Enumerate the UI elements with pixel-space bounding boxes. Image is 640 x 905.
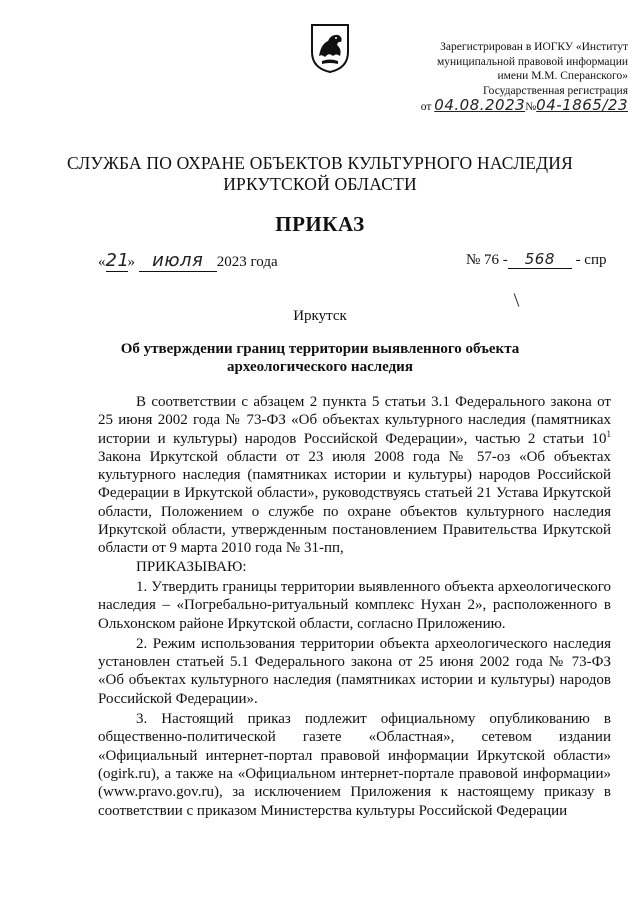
preamble-paragraph: [98, 393, 611, 558]
order-number-value: 568: [508, 250, 572, 269]
document-title: ПРИКАЗ: [275, 212, 365, 236]
order-subject: [0, 340, 640, 376]
reg-date-value: 04.08.2023: [434, 96, 526, 114]
item-1: 1. Утвердить границы территории выявленного объекта археологического наследия – «Погребально-ритуальный комплекс Нухан 2», расположенного в Ольхонском районе Иркутской области, согласно Приложению.: [98, 578, 611, 632]
subject-line-1: Об утверждении границ территории выявленного объекта: [120, 341, 520, 357]
preamble-superscript: 1: [606, 428, 611, 439]
order-word: ПРИКАЗЫВАЮ:: [136, 558, 247, 575]
registration-line: муниципальной правовой информации: [436, 55, 628, 68]
registration-stamp: [368, 40, 628, 115]
reg-date-prefix: от: [420, 101, 432, 113]
subject-line-2: археологического наследия: [227, 359, 413, 375]
order-month: июля: [139, 250, 217, 272]
order-number: [466, 250, 607, 269]
preamble-text-a: В соответствии с абзацем 2 пункта 5 статьи 3.1 Федерального закона от 25 июня 2002 года № 73-ФЗ «Об объектах культурного наследия (памятниках истории и культуры) народов Российской Федерации», частью 2 статьи 10: [98, 394, 611, 447]
order-number-prefix: № 76 -: [466, 252, 508, 268]
registration-line: Зарегистрирован в ИОГКУ «Институт: [440, 41, 628, 53]
order-date: [98, 250, 278, 272]
reg-num-prefix: №: [525, 101, 537, 113]
pen-mark: [514, 293, 520, 306]
order-day: 21: [105, 250, 130, 271]
document-body: [98, 393, 611, 820]
city: Иркутск: [293, 308, 347, 324]
order-year: 2023 года: [216, 254, 278, 270]
irkutsk-crest-icon: [309, 22, 351, 74]
preamble-text-b: Закона Иркутской области от 23 июля 2008 года № 57-оз «Об объектах культурного наследия (памятниках истории и культуры) народов Российской Федерации в Иркутской области», руководствуясь статьей 21 Устава Иркутской области, Положением о службе по охране объектов культурного наследия Иркутской области, утвержденным постановлением Правительства Иркутской области от 9 марта 2010 года № 31-пп,: [98, 448, 611, 557]
item-3: 3. Настоящий приказ подлежит официальному опубликованию в общественно-политической газете «Областная», сетевом издании «Официальный интернет-портал правовой информации Иркутской области» (ogirk.ru), а также на «Официальном интернет-портале правовой информации» (www.pravo.gov.ru), за исключением Приложения к настоящему приказу в соответствии с приказом Министерства культуры Российской Федерации: [98, 711, 611, 819]
order-number-suffix: - спр: [575, 252, 607, 268]
item-2: 2. Режим использования территории объекта археологического наследия установлен статьей 5.1 Федерального закона от 25 июня 2002 года № 73-ФЗ «Об объектах культурного наследия (памятниках истории и культуры) народов Российской Федерации».: [98, 635, 611, 707]
open-quote: «: [98, 254, 106, 270]
agency-name: [0, 153, 640, 195]
registration-date-row: [368, 98, 628, 115]
reg-num-value: 04-1865/23: [536, 96, 628, 114]
close-quote: »: [127, 254, 135, 270]
registration-line: имени М.М. Сперанского»: [497, 70, 628, 82]
agency-line-2: ИРКУТСКОЙ ОБЛАСТИ: [223, 174, 417, 194]
registration-line: Государственная регистрация: [483, 84, 628, 97]
agency-line-1: СЛУЖБА ПО ОХРАНЕ ОБЪЕКТОВ КУЛЬТУРНОГО НАСЛЕДИЯ: [66, 153, 574, 173]
